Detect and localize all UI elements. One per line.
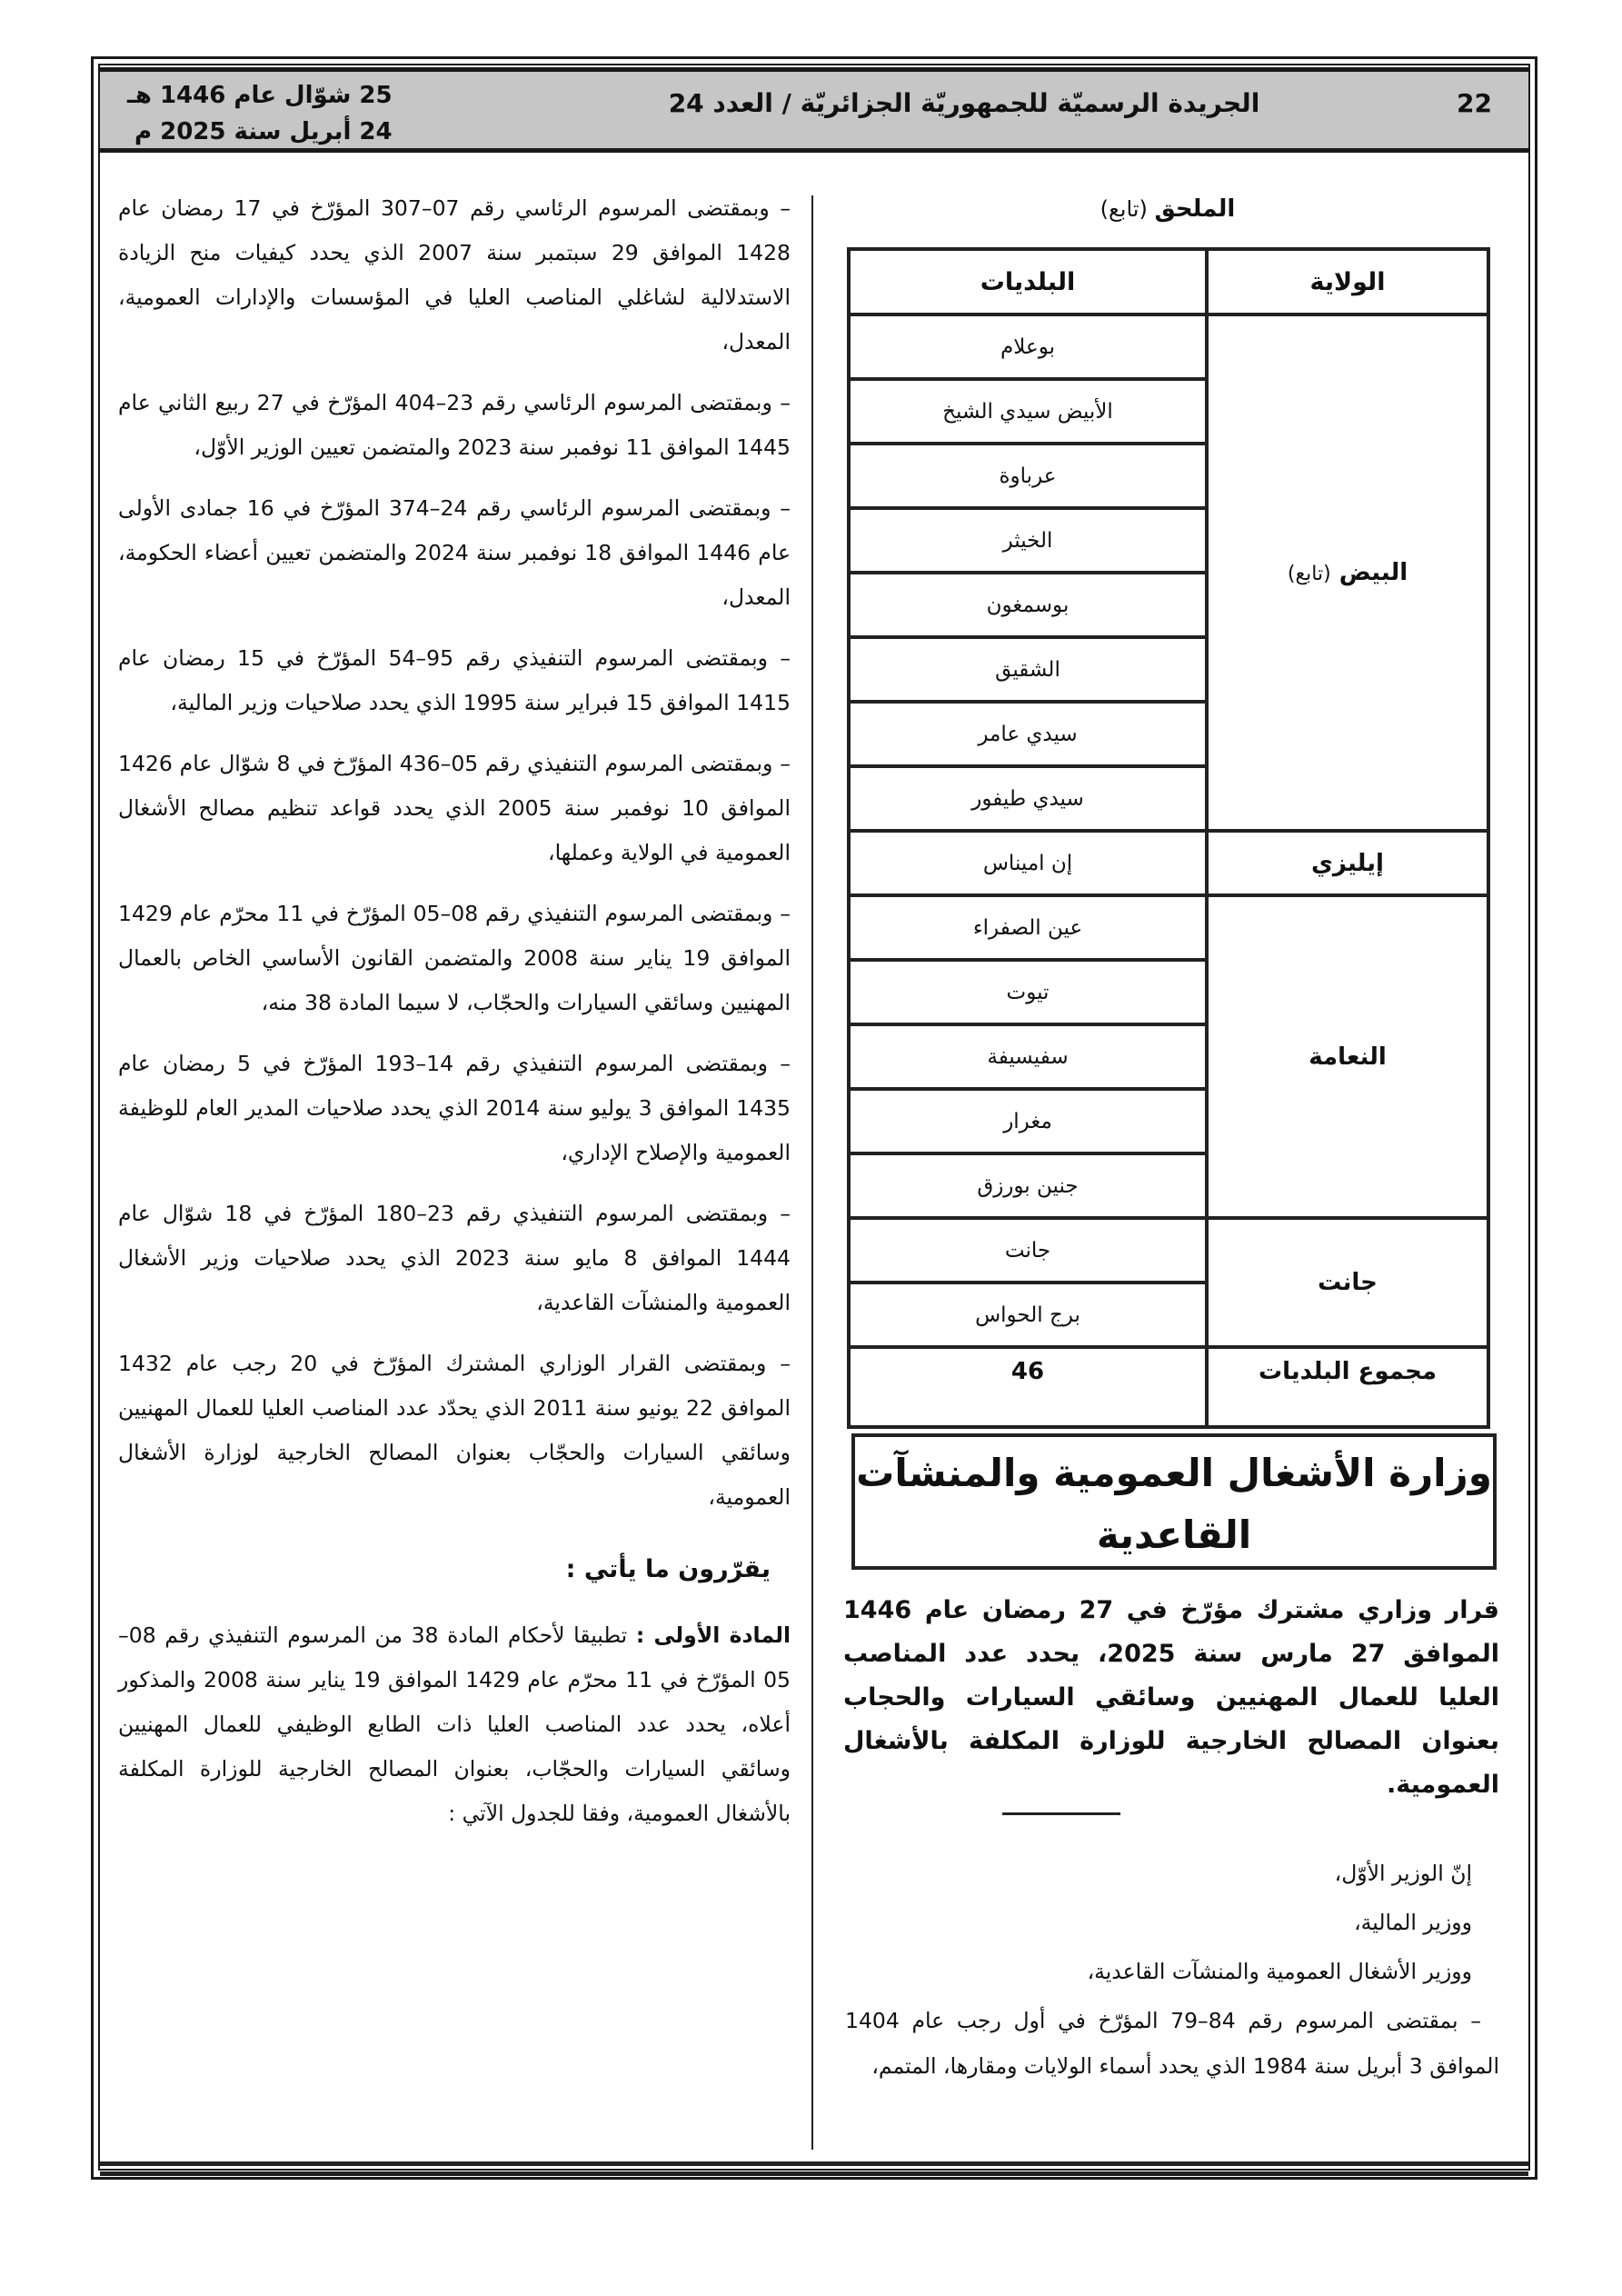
signatory: ووزير الأشغال العمومية والمنشآت القاعدية، <box>1087 1959 1472 1984</box>
commune-cell: عين الصفراء <box>849 895 1207 960</box>
annex-title-suffix: (تابع) <box>1100 196 1148 222</box>
citation-paragraph: – بمقتضى المرسوم رقم 84–79 المؤرّخ في أول رجب عام 1404 الموافق 3 أبريل سنة 1984 الذي يحدد أسماء الولايات ومقارها، المتمم، <box>845 2008 1499 2079</box>
total-value: 46 <box>849 1347 1207 1427</box>
wilaya-name: البيض <box>1338 559 1408 586</box>
decision-title: قرار وزاري مشترك مؤرّخ في 27 رمضان عام 1446 الموافق 27 مارس سنة 2025، يحدد عدد المناصب العليا للعمال المهنيين وسائقي السيارات والحجاب بعنوان المصالح الخارجية للوزارة المكلفة بالأشغال العمومية. <box>843 1596 1500 1799</box>
citation-paragraph: – وبمقتضى المرسوم التنفيذي رقم 08–05 المؤرّخ في 11 محرّم عام 1429 الموافق 19 يناير سنة 2008 والمتضمن القانون الأساسي الخاص بالعمال المهنيين وسائقي السيارات والحجّاب، لا سيما المادة 38 منه، <box>118 901 791 1015</box>
commune-cell: بوسمغون <box>849 573 1207 637</box>
right-body <box>845 1851 1499 2089</box>
wilaya-name: إيليزي <box>1311 849 1384 877</box>
wilaya-name: جانت <box>1318 1269 1378 1296</box>
commune-cell: سيدي طيفور <box>849 766 1207 831</box>
commune-cell: الخيثر <box>849 508 1207 573</box>
date-hijri: 25 شوّال عام 1446 هـ <box>127 82 393 109</box>
commune-cell: برج الحواس <box>849 1283 1207 1347</box>
decide-heading: يقرّرون ما يأتي : <box>565 1555 771 1583</box>
gazette-header <box>100 67 1528 153</box>
header-communes: البلديات <box>849 249 1207 314</box>
wilaya-cell <box>1207 831 1488 895</box>
total-label: مجموع البلديات <box>1207 1347 1488 1427</box>
citation-paragraph: – وبمقتضى المرسوم التنفيذي رقم 05–436 المؤرّخ في 8 شوّال عام 1426 الموافق 10 نوفمبر سنة 2005 الذي يحدد قواعد تنظيم مصالح الأشغال العمومية في الولاية وعملها، <box>118 751 791 865</box>
table-row <box>849 831 1488 895</box>
commune-cell: جنين بورزق <box>849 1153 1207 1218</box>
citation-paragraph: – وبمقتضى المرسوم الرئاسي رقم 07–307 المؤرّخ في 17 رمضان عام 1428 الموافق 29 سبتمبر سنة 2007 الذي يحدد كيفيات منح الزيادة الاستدلالية لشاغلي المناصب العليا في المؤسسات والإدارات العمومية، المعدل، <box>118 195 791 354</box>
table-row <box>849 1218 1488 1283</box>
commune-cell: الأبيض سيدي الشيخ <box>849 379 1207 444</box>
annex-title <box>845 195 1490 223</box>
article-text: تطبيقا لأحكام المادة 38 من المرسوم التنفيذي رقم 08–05 المؤرّخ في 11 محرّم عام 1429 الموافق 19 يناير سنة 2008 والمذكور أعلاه، يحدد عدد المناصب العليا ذات الطابع الوظيفي للعمال المهنيين وسائقي السيارات والحجّاب، بعنوان المصالح الخارجية للوزارة المكلفة بالأشغال العمومية، وفقا للجدول الآتي : <box>118 1622 791 1826</box>
date-gregorian: 24 أبريل سنة 2025 م <box>134 118 393 145</box>
wilaya-name: النعامة <box>1309 1043 1387 1071</box>
citation-paragraph: – وبمقتضى المرسوم الرئاسي رقم 24–374 المؤرّخ في 16 جمادى الأولى عام 1446 الموافق 18 نوفمبر سنة 2024 والمتضمن تعيين أعضاء الحكومة، المعدل، <box>118 495 791 610</box>
left-column <box>118 186 791 1852</box>
wilaya-cell <box>1207 314 1488 831</box>
table-row <box>849 895 1488 960</box>
commune-cell: مغرار <box>849 1089 1207 1153</box>
wilaya-cell <box>1207 895 1488 1218</box>
bottom-double-rule <box>100 2161 1528 2176</box>
ministry-title-line: القاعدية <box>1096 1512 1252 1557</box>
table-header-row <box>849 249 1488 314</box>
gazette-title: الجريدة الرسميّة للجمهوريّة الجزائريّة / العدد 24 <box>668 88 1260 118</box>
separator-line <box>1002 1812 1120 1815</box>
article-label: المادة الأولى : <box>635 1622 791 1648</box>
commune-cell: بوعلام <box>849 314 1207 379</box>
commune-cell: إن اميناس <box>849 831 1207 895</box>
ministry-title-line: وزارة الأشغال العمومية والمنشآت <box>856 1451 1492 1495</box>
citation-paragraph: – وبمقتضى المرسوم الرئاسي رقم 23–404 المؤرّخ في 27 ربيع الثاني عام 1445 الموافق 11 نوفمبر سنة 2023 والمتضمن تعيين الوزير الأوّل، <box>118 390 791 460</box>
column-divider <box>811 195 813 2150</box>
commune-cell: سفيسيفة <box>849 1024 1207 1089</box>
citation-paragraph: – وبمقتضى القرار الوزاري المشترك المؤرّخ في 20 رجب عام 1432 الموافق 22 يونيو سنة 2011 الذي يحدّد عدد المناصب العليا للعمال المهنيين وسائقي السيارات والحجّاب بعنوان المصالح الخارجية لوزارة الأشغال العمومية، <box>118 1351 791 1510</box>
communes-table <box>847 247 1490 1429</box>
commune-cell: سيدي عامر <box>849 702 1207 766</box>
wilaya-suffix: (تابع) <box>1287 563 1331 585</box>
total-row <box>849 1347 1488 1427</box>
citation-paragraph: – وبمقتضى المرسوم التنفيذي رقم 14–193 المؤرّخ في 5 رمضان عام 1435 الموافق 3 يوليو سنة 2014 الذي يحدد صلاحيات المدير العام للوظيفة العمومية والإصلاح الإداري، <box>118 1051 791 1165</box>
header-wilaya: الولاية <box>1207 249 1488 314</box>
page-number: 22 <box>1457 88 1492 118</box>
ministry-title-box <box>851 1433 1497 1570</box>
commune-cell: تيوت <box>849 960 1207 1024</box>
wilaya-cell <box>1207 1218 1488 1347</box>
citation-paragraph: – وبمقتضى المرسوم التنفيذي رقم 23–180 المؤرّخ في 18 شوّال عام 1444 الموافق 8 مايو سنة 2023 الذي يحدد صلاحيات وزير الأشغال العمومية والمنشآت القاعدية، <box>118 1201 791 1315</box>
issue-date <box>127 77 393 150</box>
table-row <box>849 314 1488 379</box>
signatory: إنّ الوزير الأوّل، <box>1334 1861 1472 1886</box>
citation-paragraph: – وبمقتضى المرسوم التنفيذي رقم 95–54 المؤرّخ في 15 رمضان عام 1415 الموافق 15 فبراير سنة 1995 الذي يحدد صلاحيات وزير المالية، <box>118 645 791 715</box>
signatory: ووزير المالية، <box>1354 1910 1472 1935</box>
commune-cell: عرباوة <box>849 444 1207 508</box>
commune-cell: جانت <box>849 1218 1207 1283</box>
commune-cell: الشقيق <box>849 637 1207 702</box>
article-one <box>118 1613 791 1836</box>
annex-title-text: الملحق <box>1154 195 1236 223</box>
